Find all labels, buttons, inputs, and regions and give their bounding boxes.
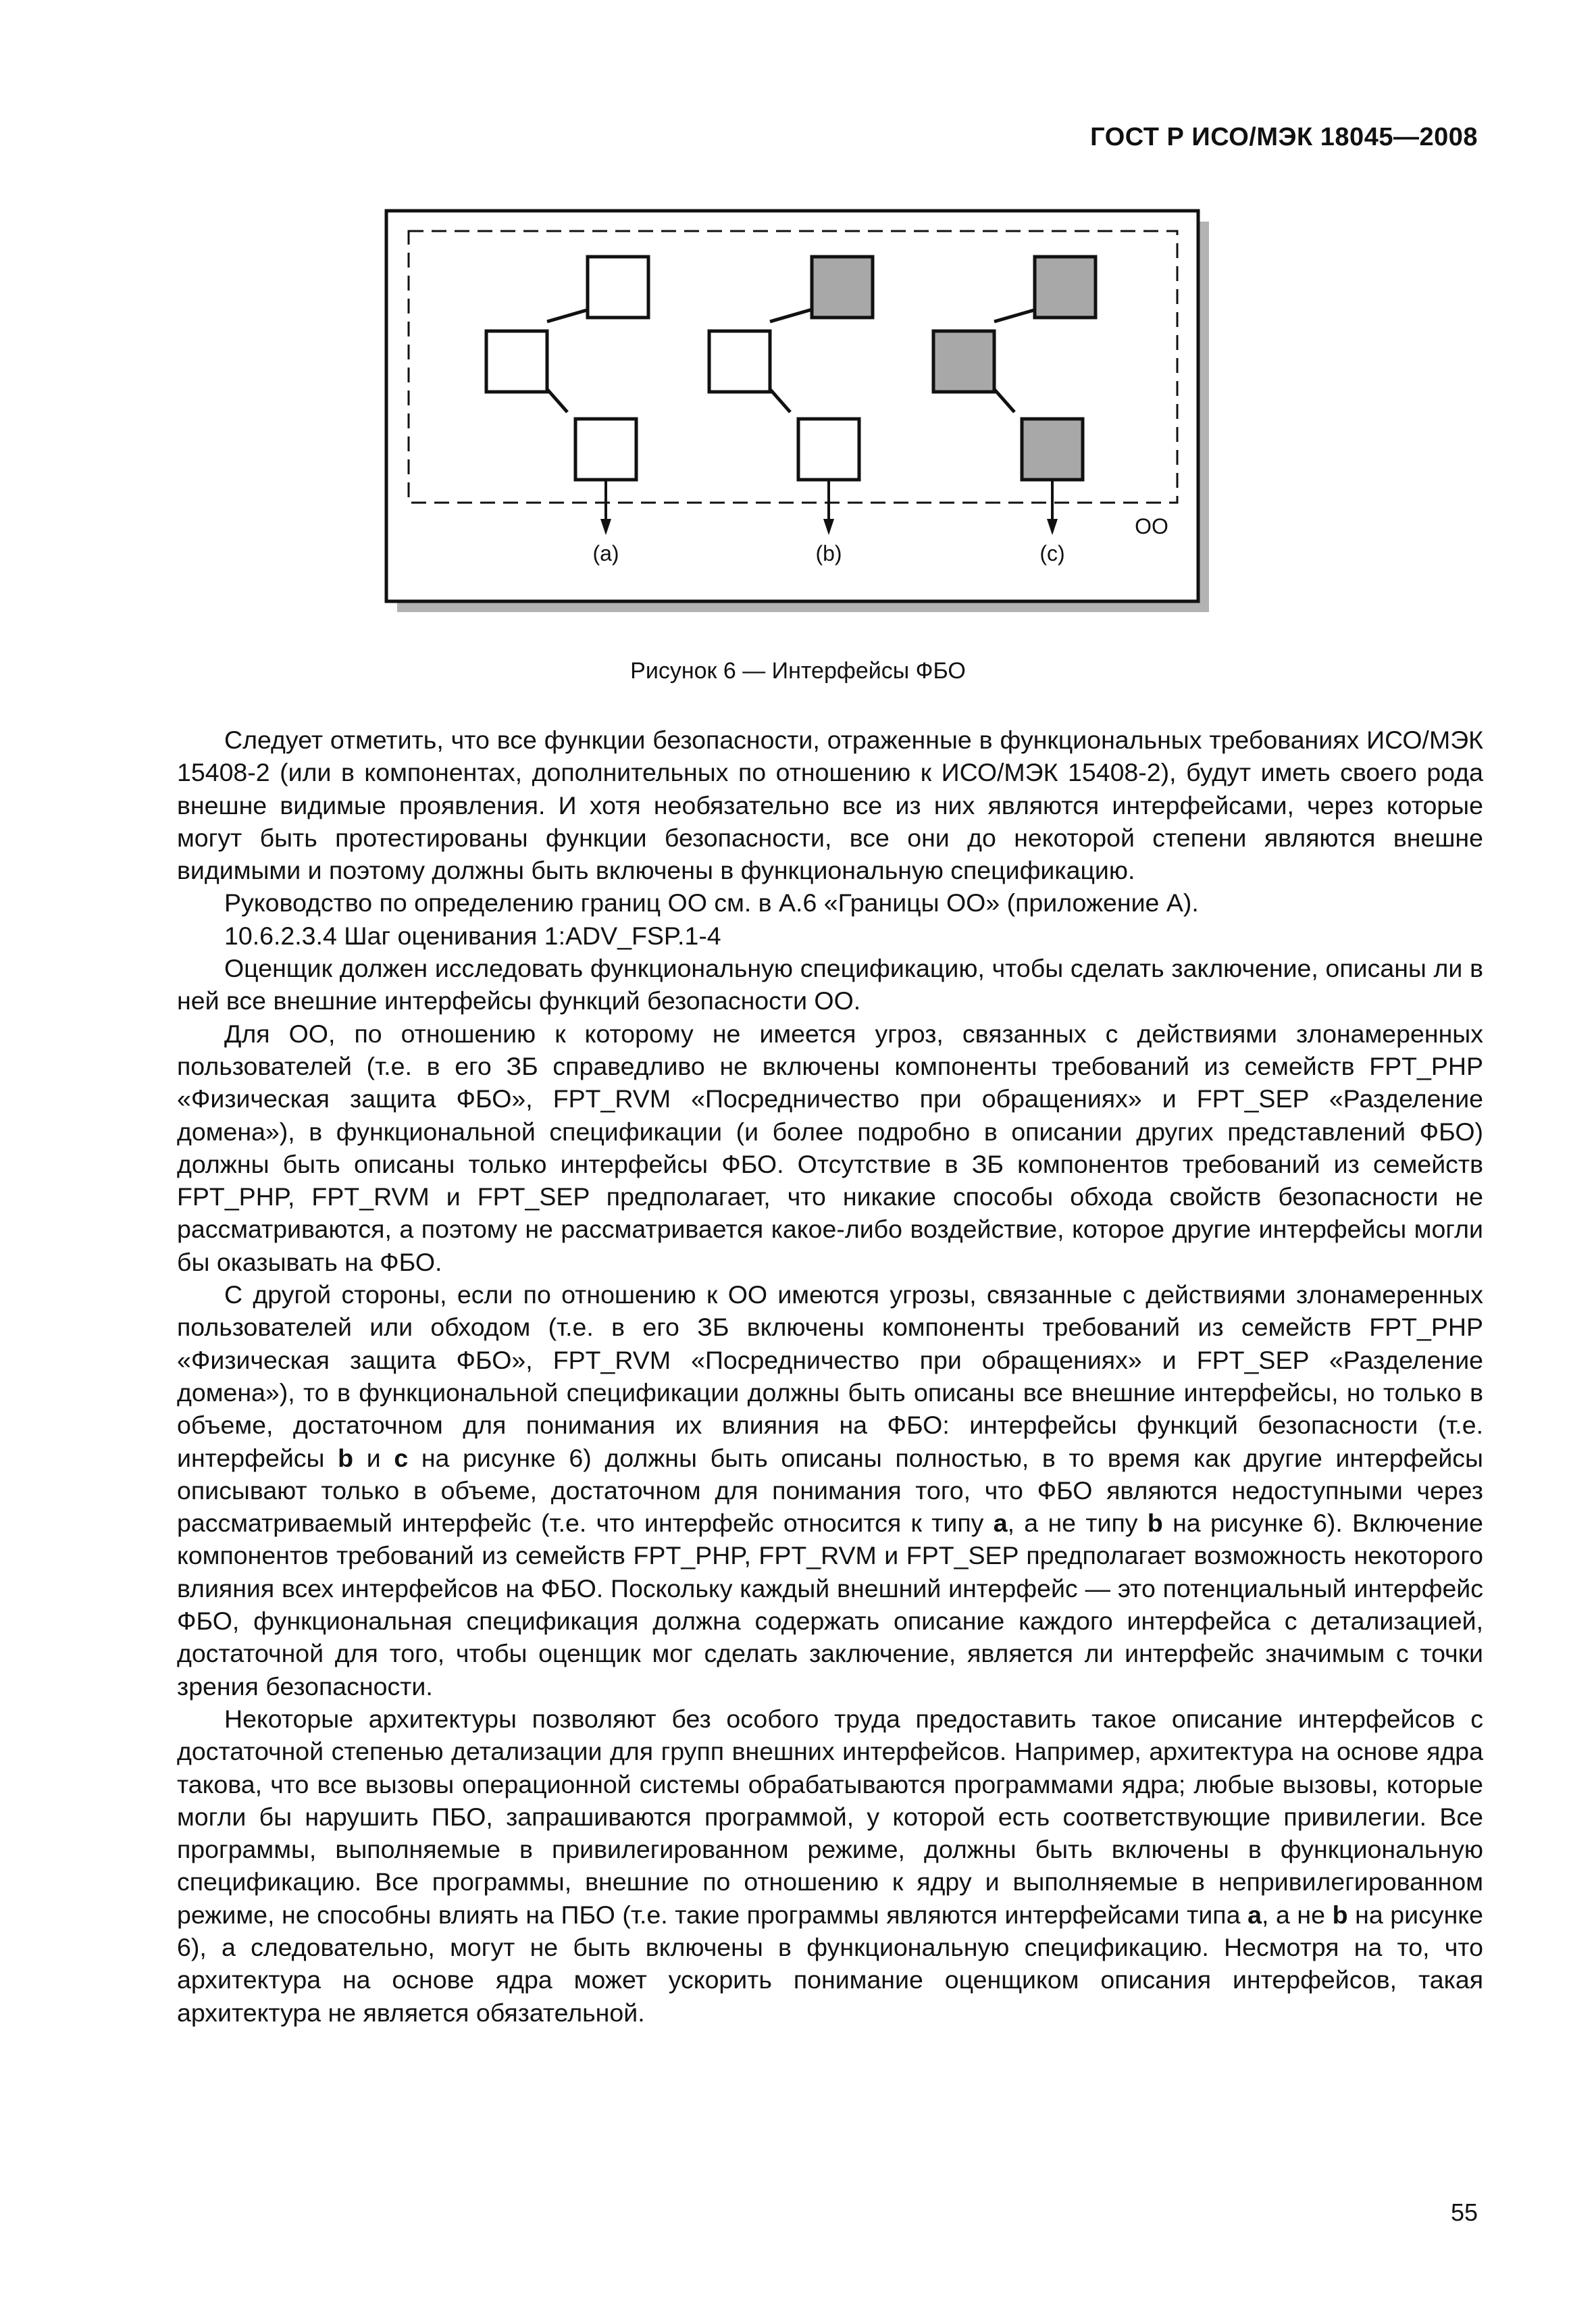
function-box <box>575 419 636 480</box>
body-text <box>177 724 1483 2029</box>
figure-tsf-interfaces <box>378 203 1229 622</box>
document-header: ГОСТ Р ИСО/МЭК 18045—2008 <box>1090 123 1478 151</box>
function-box <box>798 419 859 480</box>
security-function-box <box>812 257 873 318</box>
section-step-heading: 10.6.2.3.4 Шаг оценивания 1:ADV_FSP.1-4 <box>224 921 721 950</box>
interface-ref-a: a <box>993 1509 1008 1538</box>
paragraph <box>177 1703 1483 2029</box>
paragraph: Руководство по определению границ ОО см. в А.6 «Границы ОО» (приложение А). <box>224 888 1199 917</box>
security-function-box <box>1035 257 1096 318</box>
interface-ref-a: a <box>1247 1900 1262 1929</box>
figure-caption: Рисунок 6 — Интерфейсы ФБО <box>630 658 966 684</box>
paragraph <box>177 1278 1483 1703</box>
text-run: Некоторые архитектуры позволяют без особого труда предоставить такое описание интерфейсов с достаточной степенью детализации для групп внешних интерфейсов. Например, архитектура на основе ядра такова, что все вызовы операционной системы обрабатываются программами ядра; любые вызовы, которые могли бы нарушить ПБО, запрашиваются программой, у которой есть соответствующие привилегии. Все программы, выполняемые в привилегированном режиме, должны быть включены в функциональную спецификацию. Все программы, внешние по отношению к ядру и выполняемые в непривилегированном режиме, не способны влиять на ПБО (т.е. такие программы являются интерфейсами типа <box>177 1704 1483 1929</box>
text-run: на рисунке 6), а следовательно, могут не быть включены в функциональную спецификацию. Несмотря на то, что архитектура на основе ядра может ускорить понимание оценщиком описания интерфейсов, такая архитектура не является обязательной. <box>177 1900 1483 2027</box>
interface-label-c: (c) <box>1039 541 1065 565</box>
text-run: С другой стороны, если по отношению к ОО имеются угрозы, связанные с действиями злонамеренных пользователей или обходом (т.е. в его ЗБ включены компоненты требований из семейств FPT_PHP «Физическая защита ФБО», FPT_RVM «Посредничество при обращениях» и FPT_SEP «Разделение домена»), то в функциональной спецификации должны быть описаны все внешние интерфейсы, но только в объеме, достаточном для понимания их влияния на ФБО: интерфейсы функций безопасности (т.е. интерфейсы <box>177 1280 1483 1472</box>
interface-ref-b: b <box>338 1443 354 1472</box>
interface-label-a: (a) <box>592 541 619 565</box>
interface-label-b: (b) <box>815 541 842 565</box>
paragraph: Для ОО, по отношению к которому не имеется угроз, связанных с действиями злонамеренных пользователей (т.е. в его ЗБ справедливо не включены компоненты требований из семейств FPT_PHP «Физическая защита ФБО», FPT_RVM «Посредничество при обращениях» и FPT_SEP «Разделение домена»), в функциональной спецификации (и более подробно в описании других представлений ФБО) должны быть описаны только интерфейсы ФБО. Отсутствие в ЗБ компонентов требований из семейств FPT_PHP, FPT_RVM и FPT_SEP предполагает, что никакие способы обхода свойств безопасности не рассматриваются, а поэтому не рассматривается какое-либо воздействие, которое другие интерфейсы могли бы оказывать на ФБО. <box>177 1019 1483 1276</box>
text-run: , а не типу <box>1007 1509 1148 1538</box>
interface-ref-c: c <box>394 1443 409 1472</box>
toe-label: ОО <box>1135 514 1168 538</box>
security-function-box <box>933 331 994 392</box>
text-run: и <box>353 1443 394 1472</box>
text-run: , а не <box>1261 1900 1333 1929</box>
function-box <box>588 257 648 318</box>
paragraph: Оценщик должен исследовать функциональную спецификацию, чтобы сделать заключение, описаны ли в ней все внешние интерфейсы функций безопасности ОО. <box>177 954 1483 1015</box>
function-box <box>709 331 770 392</box>
text-run: на рисунке 6) должны быть описаны полностью, в то время как другие интерфейсы описывают только в объеме, достаточном для понимания того, что ФБО являются недоступными через рассматриваемый интерфейс (т.е. что интерфейс относится к типу <box>177 1443 1483 1538</box>
text-run: на рисунке 6). Включение компонентов требований из семейств FPT_PHP, FPT_RVM и FPT_SEP предполагает возможность некоторого влияния всех интерфейсов на ФБО. Поскольку каждый внешний интерфейс — это потенциальный интерфейс ФБО, функциональная спецификация должна содержать описание каждого интерфейса с детализацией, достаточной для того, чтобы оценщик мог сделать заключение, является ли интерфейс значимым с точки зрения безопасности. <box>177 1509 1483 1701</box>
page-number: 55 <box>1450 2198 1478 2226</box>
paragraph: Следует отметить, что все функции безопасности, отраженные в функциональных требованиях ИСО/МЭК 15408-2 (или в компонентах, дополнительных по отношению к ИСО/МЭК 15408-2), будут иметь своего рода внешне видимые проявления. И хотя необязательно все из них являются интерфейсами, через которые могут быть протестированы функции безопасности, все они до некоторой степени являются внешне видимыми и поэтому должны быть включены в функциональную спецификацию. <box>177 726 1483 885</box>
interface-ref-b: b <box>1147 1509 1163 1538</box>
security-function-box <box>1022 419 1083 480</box>
interface-ref-b: b <box>1332 1900 1348 1929</box>
function-box <box>486 331 547 392</box>
